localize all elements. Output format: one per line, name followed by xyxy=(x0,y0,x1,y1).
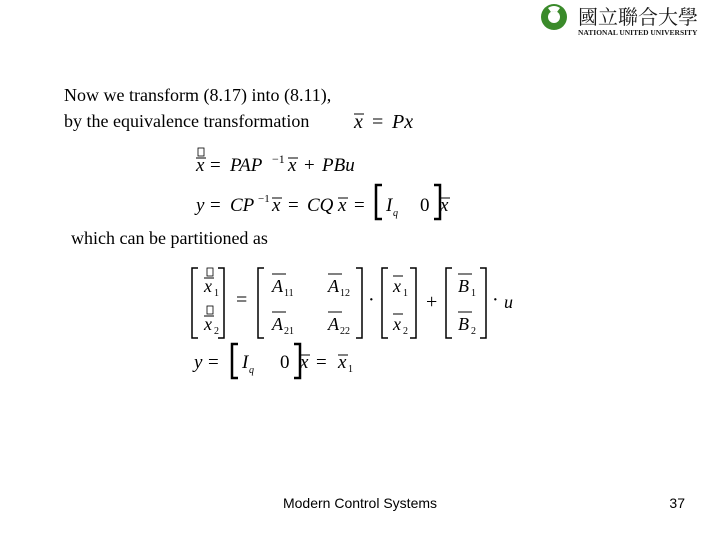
svg-text:2: 2 xyxy=(214,326,219,337)
svg-text:+: + xyxy=(304,155,315,176)
transformed-state-equations xyxy=(190,145,460,225)
svg-text:y: y xyxy=(194,352,203,373)
svg-text:q: q xyxy=(393,208,398,219)
svg-text:x: x xyxy=(338,352,347,373)
svg-text:PBu: PBu xyxy=(322,155,355,176)
svg-text:A: A xyxy=(328,276,339,296)
svg-text:x: x xyxy=(338,195,347,216)
footer-course-title: Modern Control Systems xyxy=(282,495,438,511)
svg-text:=: = xyxy=(354,195,365,216)
svg-text:A: A xyxy=(272,276,283,296)
svg-text:=: = xyxy=(208,352,219,373)
svg-text:q: q xyxy=(249,365,254,376)
svg-text:1: 1 xyxy=(214,288,219,299)
svg-text:A: A xyxy=(272,314,283,334)
partitioned-equations xyxy=(188,262,528,382)
svg-text:=: = xyxy=(372,111,384,133)
svg-text:·: · xyxy=(492,289,499,311)
logo-emblem-icon xyxy=(538,0,720,40)
svg-text:x: x xyxy=(300,352,309,373)
svg-text:=: = xyxy=(210,155,221,176)
svg-text:22: 22 xyxy=(340,326,350,337)
svg-text:12: 12 xyxy=(340,288,350,299)
partition-text: which can be partitioned as xyxy=(71,228,268,248)
svg-text:x: x xyxy=(204,314,212,334)
svg-text:1: 1 xyxy=(403,288,408,299)
svg-text:+: + xyxy=(426,291,438,313)
logo-english-text: NATIONAL UNITED UNIVERSITY xyxy=(578,28,698,37)
svg-text:1: 1 xyxy=(471,288,476,299)
svg-text:x: x xyxy=(272,195,281,216)
svg-text:x: x xyxy=(393,276,401,296)
svg-text:=: = xyxy=(316,352,327,373)
svg-text:1: 1 xyxy=(348,364,353,375)
svg-text:−1: −1 xyxy=(272,152,285,166)
svg-text:x: x xyxy=(393,314,401,334)
svg-text:−1: −1 xyxy=(258,193,270,205)
svg-text:A: A xyxy=(328,314,339,334)
svg-text:x: x xyxy=(440,195,449,216)
svg-text:11: 11 xyxy=(284,288,294,299)
svg-text:=: = xyxy=(210,195,221,216)
svg-text:x: x xyxy=(354,111,363,133)
svg-text:2: 2 xyxy=(471,326,476,337)
svg-text:2: 2 xyxy=(403,326,408,337)
equivalence-equation xyxy=(350,100,430,134)
svg-text:0: 0 xyxy=(280,352,290,373)
svg-text:=: = xyxy=(236,289,248,311)
svg-text:=: = xyxy=(288,195,299,216)
svg-text:CP: CP xyxy=(230,195,255,216)
svg-text:x: x xyxy=(204,276,212,296)
svg-text:I: I xyxy=(386,195,393,216)
svg-text:B: B xyxy=(458,314,469,334)
page-number: 37 xyxy=(669,495,685,511)
svg-text:B: B xyxy=(458,276,469,296)
svg-text:x: x xyxy=(288,155,297,176)
svg-text:PAP: PAP xyxy=(230,155,263,176)
svg-text:·: · xyxy=(368,289,375,311)
intro-line-1: Now we transform (8.17) into (8.11), xyxy=(64,85,332,105)
svg-text:x: x xyxy=(196,155,205,176)
svg-text:0: 0 xyxy=(420,195,430,216)
logo-chinese-text: 國立聯合大學 xyxy=(578,7,698,29)
intro-line-2: by the equivalence transformation xyxy=(64,111,310,131)
svg-text:u: u xyxy=(504,292,513,312)
svg-text:I: I xyxy=(242,352,249,373)
svg-text:Px: Px xyxy=(392,111,414,133)
svg-text:CQ: CQ xyxy=(307,195,334,216)
svg-text:y: y xyxy=(196,195,205,216)
svg-text:21: 21 xyxy=(284,326,294,337)
university-logo xyxy=(538,0,720,40)
